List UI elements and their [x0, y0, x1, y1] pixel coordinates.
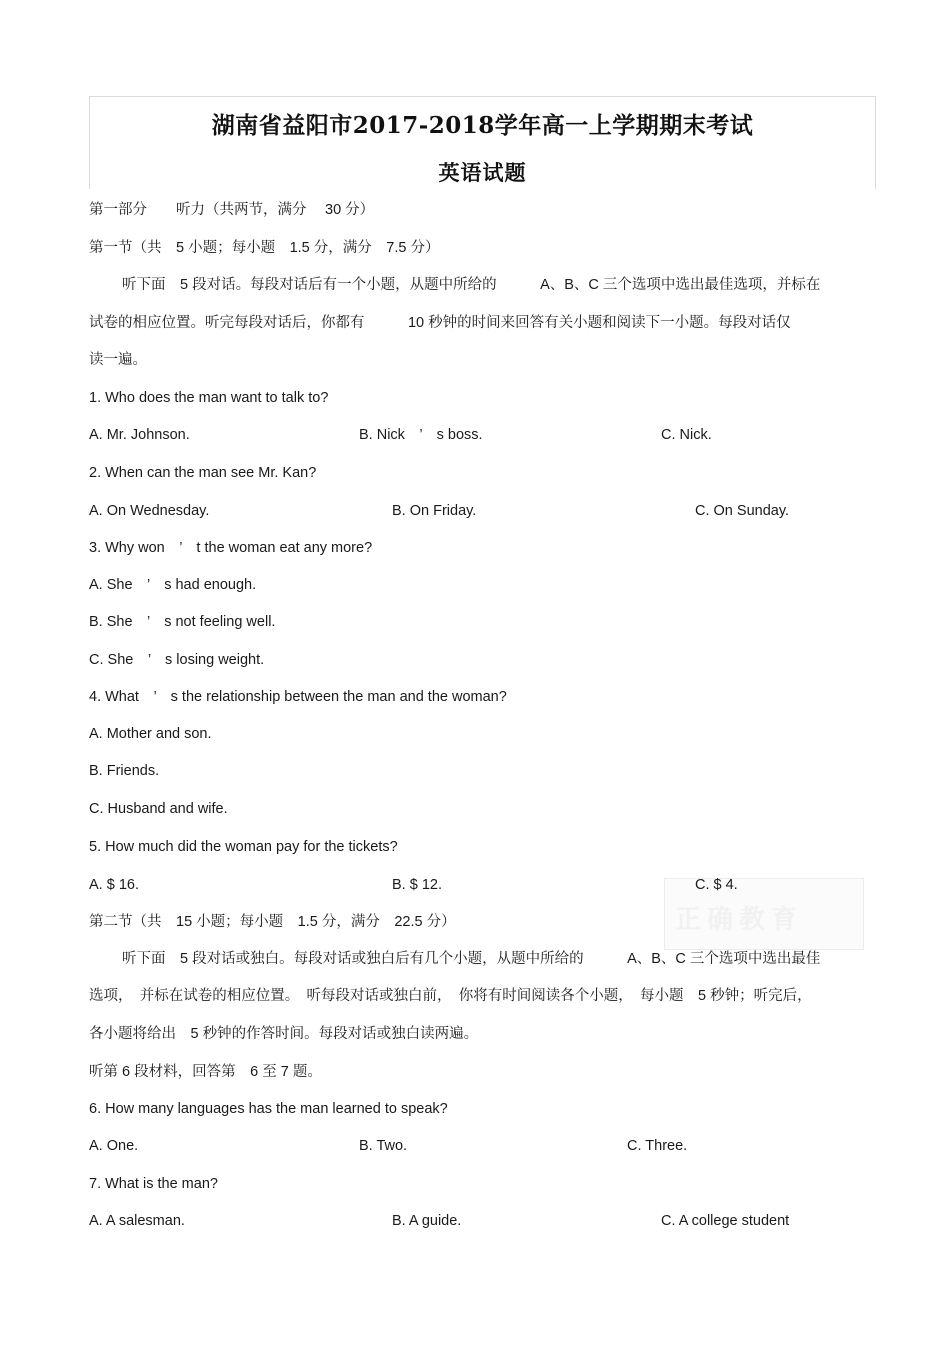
- section1-instruction-line2: 试卷的相应位置。听完每段对话后，你都有 10 秒钟的时间来回答有关小题和阅读下一小题。每段对话仅: [89, 315, 791, 331]
- section1-heading: 第一节（共 5 小题；每小题 1.5 分，满分 7.5 分）: [89, 240, 440, 256]
- q2-option-b: B. On Friday.: [392, 503, 477, 519]
- q7-option-c: C. A college student: [661, 1213, 790, 1229]
- q6-option-b: B. Two.: [359, 1138, 408, 1154]
- q7-option-a: A. A salesman.: [89, 1213, 185, 1229]
- q3-option-a: A. She ’ s had enough.: [89, 577, 257, 593]
- part1-heading: 第一部分 听力（共两节，满分 30 分）: [89, 202, 375, 218]
- q1-option-c: C. Nick.: [661, 427, 712, 443]
- section2-heading: 第二节（共 15 小题；每小题 1.5 分，满分 22.5 分）: [89, 914, 456, 930]
- section2-instruction-line1: 听下面 5 段对话或独白。每段对话或独白后有几个小题，从题中所给的 A、B、C 三个选项中选出最佳: [122, 951, 821, 967]
- q3-option-b: B. She ’ s not feeling well.: [89, 614, 276, 630]
- q4-option-b: B. Friends.: [89, 763, 160, 779]
- exam-subtitle: 英语试题: [438, 160, 527, 185]
- section1-instruction-line3: 读一遍。: [89, 352, 147, 368]
- q5-option-b: B. $ 12.: [392, 877, 442, 893]
- q6-option-a: A. One.: [89, 1138, 139, 1154]
- q2-option-c: C. On Sunday.: [695, 503, 790, 519]
- q5-option-a: A. $ 16.: [89, 877, 139, 893]
- q1-option-a: A. Mr. Johnson.: [89, 427, 190, 443]
- q6-option-c: C. Three.: [627, 1138, 688, 1154]
- q1-option-b: B. Nick ’ s boss.: [359, 427, 483, 443]
- question-3: 3. Why won ’ t the woman eat any more?: [89, 540, 373, 556]
- section1-instruction-line1: 听下面 5 段对话。每段对话后有一个小题，从题中所给的 A、B、C 三个选项中选出最佳选项，并标在: [122, 277, 821, 293]
- q5-option-c: C. $ 4.: [695, 877, 738, 893]
- question-6: 6. How many languages has the man learned to speak?: [89, 1101, 448, 1117]
- q3-option-c: C. She ’ s losing weight.: [89, 652, 265, 668]
- q7-option-b: B. A guide.: [392, 1213, 462, 1229]
- material-note: 听第 6 段材料，回答第 6 至 7 题。: [89, 1064, 322, 1080]
- watermark-logo: [664, 878, 864, 950]
- section2-instruction-line2: 选项， 并标在试卷的相应位置。 听每段对话或独白前， 你将有时间阅读各个小题， 每小题 5 秒钟；听完后，: [89, 988, 812, 1004]
- q4-option-c: C. Husband and wife.: [89, 801, 228, 817]
- question-4: 4. What ’ s the relationship between the man and the woman?: [89, 689, 507, 705]
- question-7: 7. What is the man?: [89, 1176, 218, 1192]
- question-5: 5. How much did the woman pay for the tickets?: [89, 839, 398, 855]
- watermark-text: 正确教育: [675, 905, 804, 935]
- exam-title: 湖南省益阳市2017-2018学年高一上学期期末考试: [211, 112, 754, 139]
- section2-instruction-line3: 各小题将给出 5 秒钟的作答时间。每段对话或独白读两遍。: [89, 1026, 479, 1042]
- question-1: 1. Who does the man want to talk to?: [89, 390, 329, 406]
- title-box: [89, 96, 876, 189]
- q2-option-a: A. On Wednesday.: [89, 503, 210, 519]
- question-2: 2. When can the man see Mr. Kan?: [89, 465, 317, 481]
- q4-option-a: A. Mother and son.: [89, 726, 212, 742]
